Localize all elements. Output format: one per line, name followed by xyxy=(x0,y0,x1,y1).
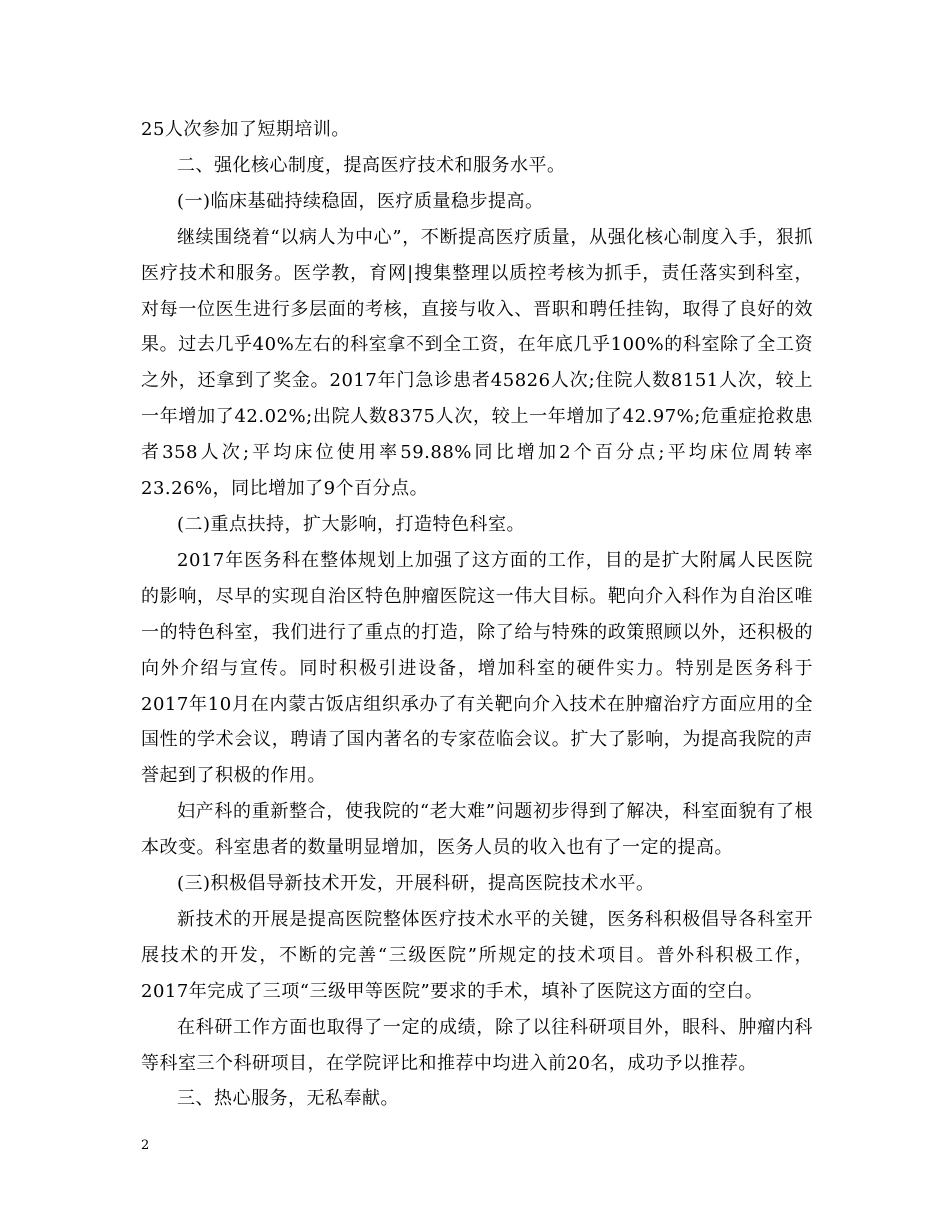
section-heading: 二、强化核心制度，提高医疗技术和服务水平。 xyxy=(177,154,566,176)
paragraph: 妇产科的重新整合，使我院的“老大难”问题初步得到了解决，科室面貌有了根本改变。科室患者的数量明显增加，医务人员的收入也有了一定的提高。 xyxy=(141,801,813,859)
subsection-heading: (三)积极倡导新技术开发，开展科研，提高医院技术水平。 xyxy=(177,873,655,895)
subsection-heading: (二)重点扶持，扩大影响，打造特色科室。 xyxy=(177,513,526,535)
section-heading: 三、热心服务，无私奉献。 xyxy=(177,1088,399,1110)
page-number: 2 xyxy=(141,1138,150,1153)
paragraph: 继续围绕着“以病人为中心”，不断提高医疗质量，从强化核心制度入手，狠抓医疗技术和服务。医学教，育网|搜集整理以质控考核为抓手，责任落实到科室，对每一位医生进行多层面的考核，直接与收入、晋职和聘任挂钩，取得了良好的效果。过去几乎40%左右的科室拿不到全工资，在年底几乎100%的科室除了全工资之外，还拿到了奖金。2017年门急诊患者45826人次;住院人数8151人次，较上一年增加了42.02%;出院人数8375人次，较上一年增加了42.97%;危重症抢救患者358人次;平均床位使用率59.88%同比增加2个百分点;平均床位周转率23.26%，同比增加了9个百分点。 xyxy=(141,226,813,500)
paragraph: 新技术的开展是提高医院整体医疗技术水平的关键，医务科积极倡导各科室开展技术的开发，不断的完善“三级医院”所规定的技术项目。普外科积极工作，2017年完成了三项“三级甲等医院”要求的手术，填补了医院这方面的空白。 xyxy=(141,908,813,1002)
paragraph: 2017年医务科在整体规划上加强了这方面的工作，目的是扩大附属人民医院的影响，尽早的实现自治区特色肿瘤医院这一伟大目标。靶向介入科作为自治区唯一的特色科室，我们进行了重点的打造，除了给与特殊的政策照顾以外，还积极的向外介绍与宣传。同时积极引进设备，增加科室的硬件实力。特别是医务科于2017年10月在内蒙古饭店组织承办了有关靶向介入技术在肿瘤治疗方面应用的全国性的学术会议，聘请了国内著名的专家莅临会议。扩大了影响，为提高我院的声誉起到了积极的作用。 xyxy=(141,549,813,787)
subsection-heading: (一)临床基础持续稳固，医疗质量稳步提高。 xyxy=(177,190,544,212)
document-body xyxy=(141,112,813,1117)
paragraph: 在科研工作方面也取得了一定的成绩，除了以往科研项目外，眼科、肿瘤内科等科室三个科研项目，在学院评比和推荐中均进入前20名，成功予以推荐。 xyxy=(141,1016,813,1074)
paragraph: 25人次参加了短期培训。 xyxy=(141,119,350,140)
